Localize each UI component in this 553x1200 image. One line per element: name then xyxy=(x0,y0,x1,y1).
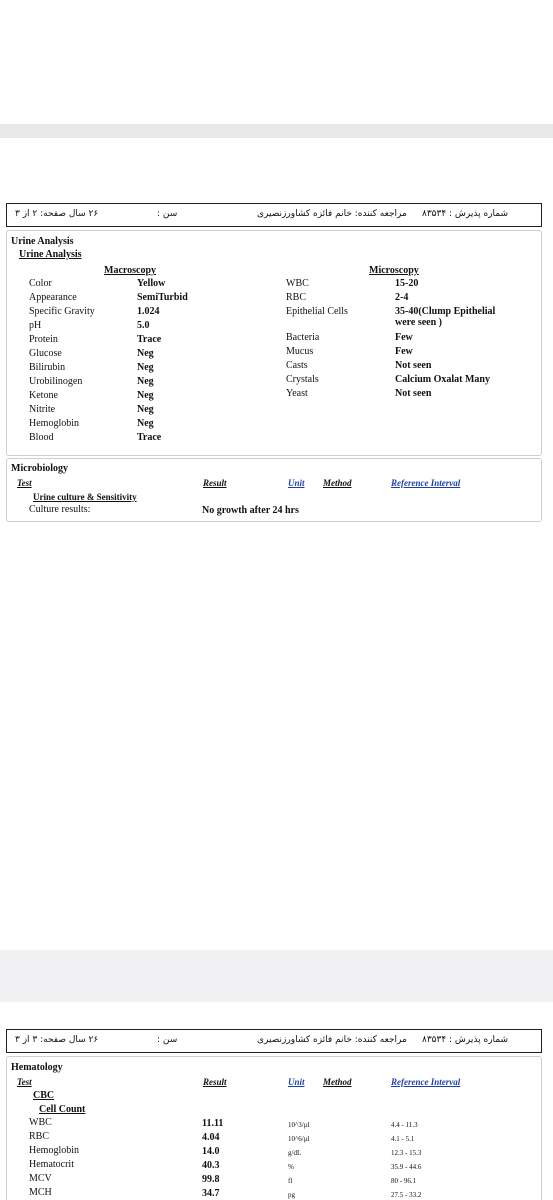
test-result: 40.3 xyxy=(202,1160,220,1171)
macro-value: Neg xyxy=(137,362,154,373)
test-unit: % xyxy=(288,1163,294,1171)
macro-value: Trace xyxy=(137,432,162,443)
cell-count-title: Cell Count xyxy=(39,1104,86,1115)
culture-label: Culture results: xyxy=(29,504,91,515)
section-title: Urine Analysis xyxy=(11,236,74,247)
test-reference: 27.5 - 33.2 xyxy=(391,1191,422,1199)
section-title: Microbiology xyxy=(11,463,69,474)
urine-analysis-section xyxy=(6,230,542,456)
test-result: 14.0 xyxy=(202,1146,220,1157)
test-reference: 12.3 - 15.3 xyxy=(391,1149,422,1157)
macro-label: Protein xyxy=(29,334,58,345)
test-reference: 4.1 - 5.1 xyxy=(391,1135,415,1143)
micro-label: Bacteria xyxy=(286,332,320,343)
column-test: Test xyxy=(17,478,32,488)
macro-label: pH xyxy=(29,320,42,331)
report-page-3 xyxy=(0,1002,553,1200)
top-blank-area xyxy=(0,0,553,124)
test-unit: pg xyxy=(288,1191,295,1199)
macroscopy-title: Macroscopy xyxy=(104,265,157,276)
micro-label: Crystals xyxy=(286,374,319,385)
page-number: ۲۶ سال صفحه: ۲ از ۳ xyxy=(15,209,99,219)
age-label: سن : xyxy=(157,1035,178,1045)
macro-label: Color xyxy=(29,278,52,289)
report-header xyxy=(6,1029,542,1053)
column-result: Result xyxy=(203,1077,227,1087)
test-result: 11.11 xyxy=(202,1118,224,1129)
micro-value: 15-20 xyxy=(395,278,419,289)
column-unit: Unit xyxy=(288,478,305,488)
test-result: 4.04 xyxy=(202,1132,220,1143)
column-method: Method xyxy=(323,1077,352,1087)
test-reference: 4.4 - 11.3 xyxy=(391,1121,418,1129)
macro-label: Glucose xyxy=(29,348,62,359)
column-test: Test xyxy=(17,1077,32,1087)
micro-label: Mucus xyxy=(286,346,314,357)
micro-value: Calcium Oxalat Many xyxy=(395,374,490,385)
test-result: 99.8 xyxy=(202,1174,220,1185)
micro-label: Epithelial Cells xyxy=(286,306,348,317)
test-name: MCH xyxy=(29,1187,52,1198)
column-result: Result xyxy=(203,478,227,488)
macro-value: Neg xyxy=(137,390,154,401)
test-unit: g/dL xyxy=(288,1149,302,1157)
test-result: 34.7 xyxy=(202,1188,220,1199)
test-name: Hemoglobin xyxy=(29,1145,79,1156)
macro-label: Urobilinogen xyxy=(29,376,83,387)
column-reference: Reference Interval xyxy=(391,1077,461,1087)
page-number: ۲۶ سال صفحه: ۳ از ۳ xyxy=(15,1035,99,1045)
test-unit: 10^6/µl xyxy=(288,1135,310,1143)
macro-label: Nitrite xyxy=(29,404,56,415)
micro-value-continued: were seen ) xyxy=(395,317,443,328)
hematology-section xyxy=(6,1056,542,1200)
microscopy-title: Microscopy xyxy=(369,265,419,276)
macro-value: Neg xyxy=(137,404,154,415)
sub-title: Urine Analysis xyxy=(19,249,82,260)
test-unit: fl xyxy=(288,1177,293,1185)
micro-value: Few xyxy=(395,346,413,357)
micro-value: Not seen xyxy=(395,388,432,399)
microbiology-section xyxy=(6,458,542,522)
micro-value: 35-40(Clump Epithelial xyxy=(395,306,496,317)
patient-name: مراجعه کننده: خانم فائزه کشاورزنصیری xyxy=(257,209,407,219)
test-reference: 35.9 - 44.6 xyxy=(391,1163,422,1171)
macro-label: Blood xyxy=(29,432,54,443)
micro-value: Not seen xyxy=(395,360,432,371)
macro-value: Neg xyxy=(137,376,154,387)
macro-label: Appearance xyxy=(29,292,77,303)
macro-value: Yellow xyxy=(137,278,166,289)
column-reference: Reference Interval xyxy=(391,478,461,488)
test-name: WBC xyxy=(29,1117,52,1128)
section-title: Hematology xyxy=(11,1062,63,1073)
report-header xyxy=(6,203,542,227)
age-label: سن : xyxy=(157,209,178,219)
macro-value: Trace xyxy=(137,334,162,345)
macro-label: Ketone xyxy=(29,390,58,401)
report-page-2 xyxy=(0,138,553,950)
test-reference: 80 - 96.1 xyxy=(391,1177,417,1185)
micro-label: WBC xyxy=(286,278,309,289)
column-method: Method xyxy=(323,478,352,488)
macro-label: Bilirubin xyxy=(29,362,66,373)
macro-value: Neg xyxy=(137,348,154,359)
patient-name: مراجعه کننده: خانم فائزه کشاورزنصیری xyxy=(257,1035,407,1045)
cbc-title: CBC xyxy=(33,1090,55,1101)
micro-value: 2-4 xyxy=(395,292,409,303)
column-unit: Unit xyxy=(288,1077,305,1087)
macro-label: Hemoglobin xyxy=(29,418,79,429)
macro-label: Specific Gravity xyxy=(29,306,95,317)
macro-value: 5.0 xyxy=(137,320,150,331)
test-name: RBC xyxy=(29,1131,50,1142)
culture-value: No growth after 24 hrs xyxy=(202,505,299,516)
micro-label: Casts xyxy=(286,360,308,371)
test-unit: 10^3/µl xyxy=(288,1121,310,1129)
macro-value: 1.024 xyxy=(137,306,160,317)
micro-value: Few xyxy=(395,332,413,343)
reception-number: شماره پذیرش : ۸۳۵۳۴ xyxy=(422,209,509,219)
macro-value: SemiTurbid xyxy=(137,292,188,303)
test-name: MCV xyxy=(29,1173,52,1184)
test-name: Hematocrit xyxy=(29,1159,74,1170)
micro-label: RBC xyxy=(286,292,307,303)
page-separator xyxy=(0,124,553,138)
sub-title: Urine culture & Sensitivity xyxy=(33,492,137,502)
micro-label: Yeast xyxy=(286,388,308,399)
reception-number: شماره پذیرش : ۸۳۵۳۴ xyxy=(422,1035,509,1045)
macro-value: Neg xyxy=(137,418,154,429)
page-gap xyxy=(0,950,553,1002)
